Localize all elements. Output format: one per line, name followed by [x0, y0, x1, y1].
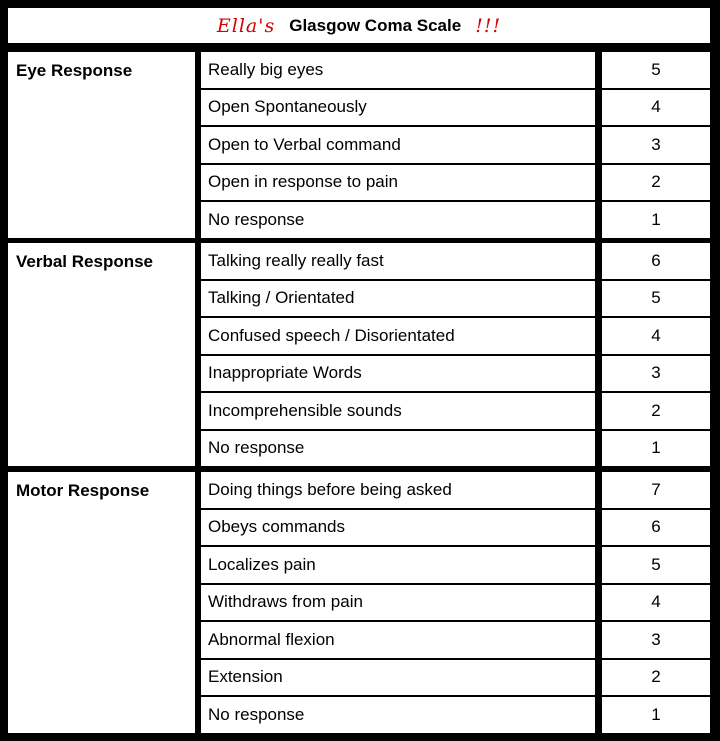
response-score: 1: [602, 697, 710, 733]
response-description: Doing things before being asked: [201, 472, 595, 508]
response-score: 1: [602, 431, 710, 467]
response-score: 4: [602, 318, 710, 354]
response-score: 4: [602, 90, 710, 126]
response-description: Abnormal flexion: [201, 622, 595, 658]
response-description: Open Spontaneously: [201, 90, 595, 126]
title-exclamation: !!!: [475, 14, 502, 37]
response-description: Withdraws from pain: [201, 585, 595, 621]
category-label: Motor Response: [8, 472, 195, 733]
response-score: 6: [602, 243, 710, 279]
response-score: 1: [602, 202, 710, 238]
response-description: Incomprehensible sounds: [201, 393, 595, 429]
response-score: 4: [602, 585, 710, 621]
table-title: [8, 8, 710, 43]
response-score: 6: [602, 510, 710, 546]
response-score: 7: [602, 472, 710, 508]
response-score: 2: [602, 393, 710, 429]
response-score: 3: [602, 127, 710, 163]
response-description: Talking / Orientated: [201, 281, 595, 317]
response-description: No response: [201, 697, 595, 733]
response-description: Really big eyes: [201, 52, 595, 88]
response-score: 5: [602, 281, 710, 317]
category-label: Eye Response: [8, 52, 195, 238]
response-description: Extension: [201, 660, 595, 696]
category-label: Verbal Response: [8, 243, 195, 466]
title-main: Glasgow Coma Scale: [289, 15, 462, 35]
response-score: 3: [602, 622, 710, 658]
response-description: Obeys commands: [201, 510, 595, 546]
response-description: Localizes pain: [201, 547, 595, 583]
response-description: No response: [201, 202, 595, 238]
response-score: 5: [602, 52, 710, 88]
response-description: Confused speech / Disorientated: [201, 318, 595, 354]
response-score: 2: [602, 660, 710, 696]
title-author: Ella's: [216, 14, 276, 37]
response-description: Talking really really fast: [201, 243, 595, 279]
response-description: Open in response to pain: [201, 165, 595, 201]
response-score: 3: [602, 356, 710, 392]
response-description: No response: [201, 431, 595, 467]
response-description: Open to Verbal command: [201, 127, 595, 163]
response-description: Inappropriate Words: [201, 356, 595, 392]
response-score: 5: [602, 547, 710, 583]
response-score: 2: [602, 165, 710, 201]
